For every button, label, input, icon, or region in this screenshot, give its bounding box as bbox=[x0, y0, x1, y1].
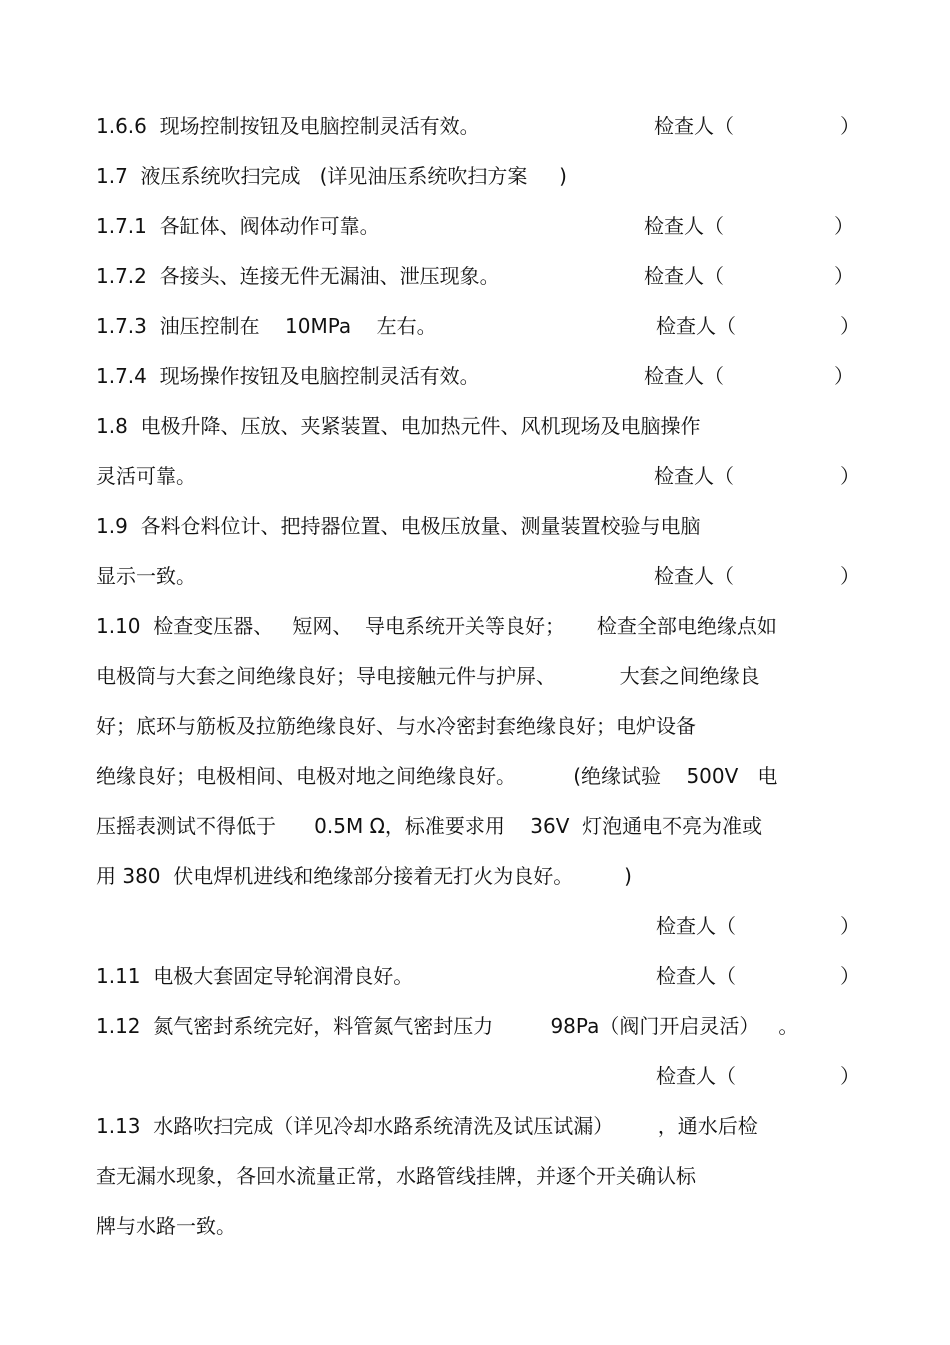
item-text: 1.11 电极大套固定导轮润滑良好。 bbox=[96, 964, 414, 988]
item-1-10-cont-5 bbox=[96, 859, 856, 893]
item-text: 1.7 液压系统吹扫完成 (详见油压系统吹扫方案 ) bbox=[96, 164, 567, 188]
item-text: 1.9 各料仓料位计、把持器位置、电极压放量、测量装置校验与电脑 bbox=[96, 514, 701, 538]
item-1-7 bbox=[96, 159, 856, 193]
item-text: 电极筒与大套之间绝缘良好；导电接触元件与护屏、 大套之间绝缘良 bbox=[96, 664, 760, 688]
inspector-label: 检查人（ bbox=[644, 264, 724, 288]
item-1-6-6 bbox=[96, 109, 860, 143]
item-1-7-2 bbox=[96, 259, 856, 293]
inspector-close-paren: ） bbox=[840, 1064, 860, 1088]
item-text: 1.7.2 各接头、连接无件无漏油、泄压现象。 bbox=[96, 264, 500, 288]
item-text: 1.12 氮气密封系统完好，料管氮气密封压力 98Pa（阀门开启灵活） 。 bbox=[96, 1014, 799, 1038]
item-1-11 bbox=[96, 959, 860, 993]
item-1-12-inspector bbox=[96, 1059, 860, 1093]
inspector-label: 检查人（ bbox=[654, 564, 734, 588]
item-text: 好；底环与筋板及拉筋绝缘良好、与水冷密封套绝缘良好；电炉设备 bbox=[96, 714, 696, 738]
inspector-close-paren: ） bbox=[840, 964, 860, 988]
inspector-label: 检查人（ bbox=[644, 364, 724, 388]
item-text: 压摇表测试不得低于 0.5M Ω，标准要求用 36V 灯泡通电不亮为准或 bbox=[96, 814, 763, 838]
item-1-8 bbox=[96, 409, 856, 443]
item-text: 1.7.4 现场操作按钮及电脑控制灵活有效。 bbox=[96, 364, 480, 388]
item-1-13 bbox=[96, 1109, 856, 1143]
item-1-10-cont-1 bbox=[96, 659, 856, 693]
inspector-label: 检查人（ bbox=[656, 1064, 736, 1088]
inspector-label: 检查人（ bbox=[656, 914, 736, 938]
item-text: 1.7.3 油压控制在 10MPa 左右。 bbox=[96, 314, 437, 338]
item-1-10-cont-4 bbox=[96, 809, 856, 843]
inspector-close-paren: ） bbox=[834, 364, 854, 388]
item-text: 1.13 水路吹扫完成（详见冷却水路系统清洗及试压试漏） ，通水后检 bbox=[96, 1114, 758, 1138]
inspector-close-paren: ） bbox=[840, 914, 860, 938]
item-1-9 bbox=[96, 509, 856, 543]
item-text: 1.6.6 现场控制按钮及电脑控制灵活有效。 bbox=[96, 114, 480, 138]
item-1-13-cont-1 bbox=[96, 1159, 856, 1193]
inspector-close-paren: ） bbox=[840, 314, 860, 338]
item-text: 灵活可靠。 bbox=[96, 464, 196, 488]
item-text: 查无漏水现象，各回水流量正常，水路管线挂牌，并逐个开关确认标 bbox=[96, 1164, 696, 1188]
inspector-close-paren: ） bbox=[840, 464, 860, 488]
item-1-10-cont-2 bbox=[96, 709, 856, 743]
item-text: 1.8 电极升降、压放、夹紧装置、电加热元件、风机现场及电脑操作 bbox=[96, 414, 701, 438]
item-1-7-4 bbox=[96, 359, 856, 393]
item-text: 1.7.1 各缸体、阀体动作可靠。 bbox=[96, 214, 380, 238]
inspector-close-paren: ） bbox=[840, 564, 860, 588]
item-text: 牌与水路一致。 bbox=[96, 1214, 236, 1238]
item-1-7-3 bbox=[96, 309, 860, 343]
item-text: 用 380 伏电焊机进线和绝缘部分接着无打火为良好。 ) bbox=[96, 864, 632, 888]
item-text: 绝缘良好；电极相间、电极对地之间绝缘良好。 (绝缘试验 500V 电 bbox=[96, 764, 778, 788]
inspector-close-paren: ） bbox=[840, 114, 860, 138]
inspector-close-paren: ） bbox=[834, 214, 854, 238]
item-1-12 bbox=[96, 1009, 856, 1043]
inspector-label: 检查人（ bbox=[656, 964, 736, 988]
item-1-9-cont bbox=[96, 559, 860, 593]
item-text: 1.10 检查变压器、 短网、 导电系统开关等良好； 检查全部电绝缘点如 bbox=[96, 614, 777, 638]
item-text: 显示一致。 bbox=[96, 564, 196, 588]
inspector-close-paren: ） bbox=[834, 264, 854, 288]
item-1-8-cont bbox=[96, 459, 860, 493]
item-1-10 bbox=[96, 609, 856, 643]
inspector-label: 检查人（ bbox=[654, 114, 734, 138]
item-1-7-1 bbox=[96, 209, 856, 243]
inspector-label: 检查人（ bbox=[644, 214, 724, 238]
inspector-label: 检查人（ bbox=[656, 314, 736, 338]
item-1-10-inspector bbox=[96, 909, 860, 943]
inspector-label: 检查人（ bbox=[654, 464, 734, 488]
item-1-10-cont-3 bbox=[96, 759, 856, 793]
item-1-13-cont-2 bbox=[96, 1209, 856, 1243]
